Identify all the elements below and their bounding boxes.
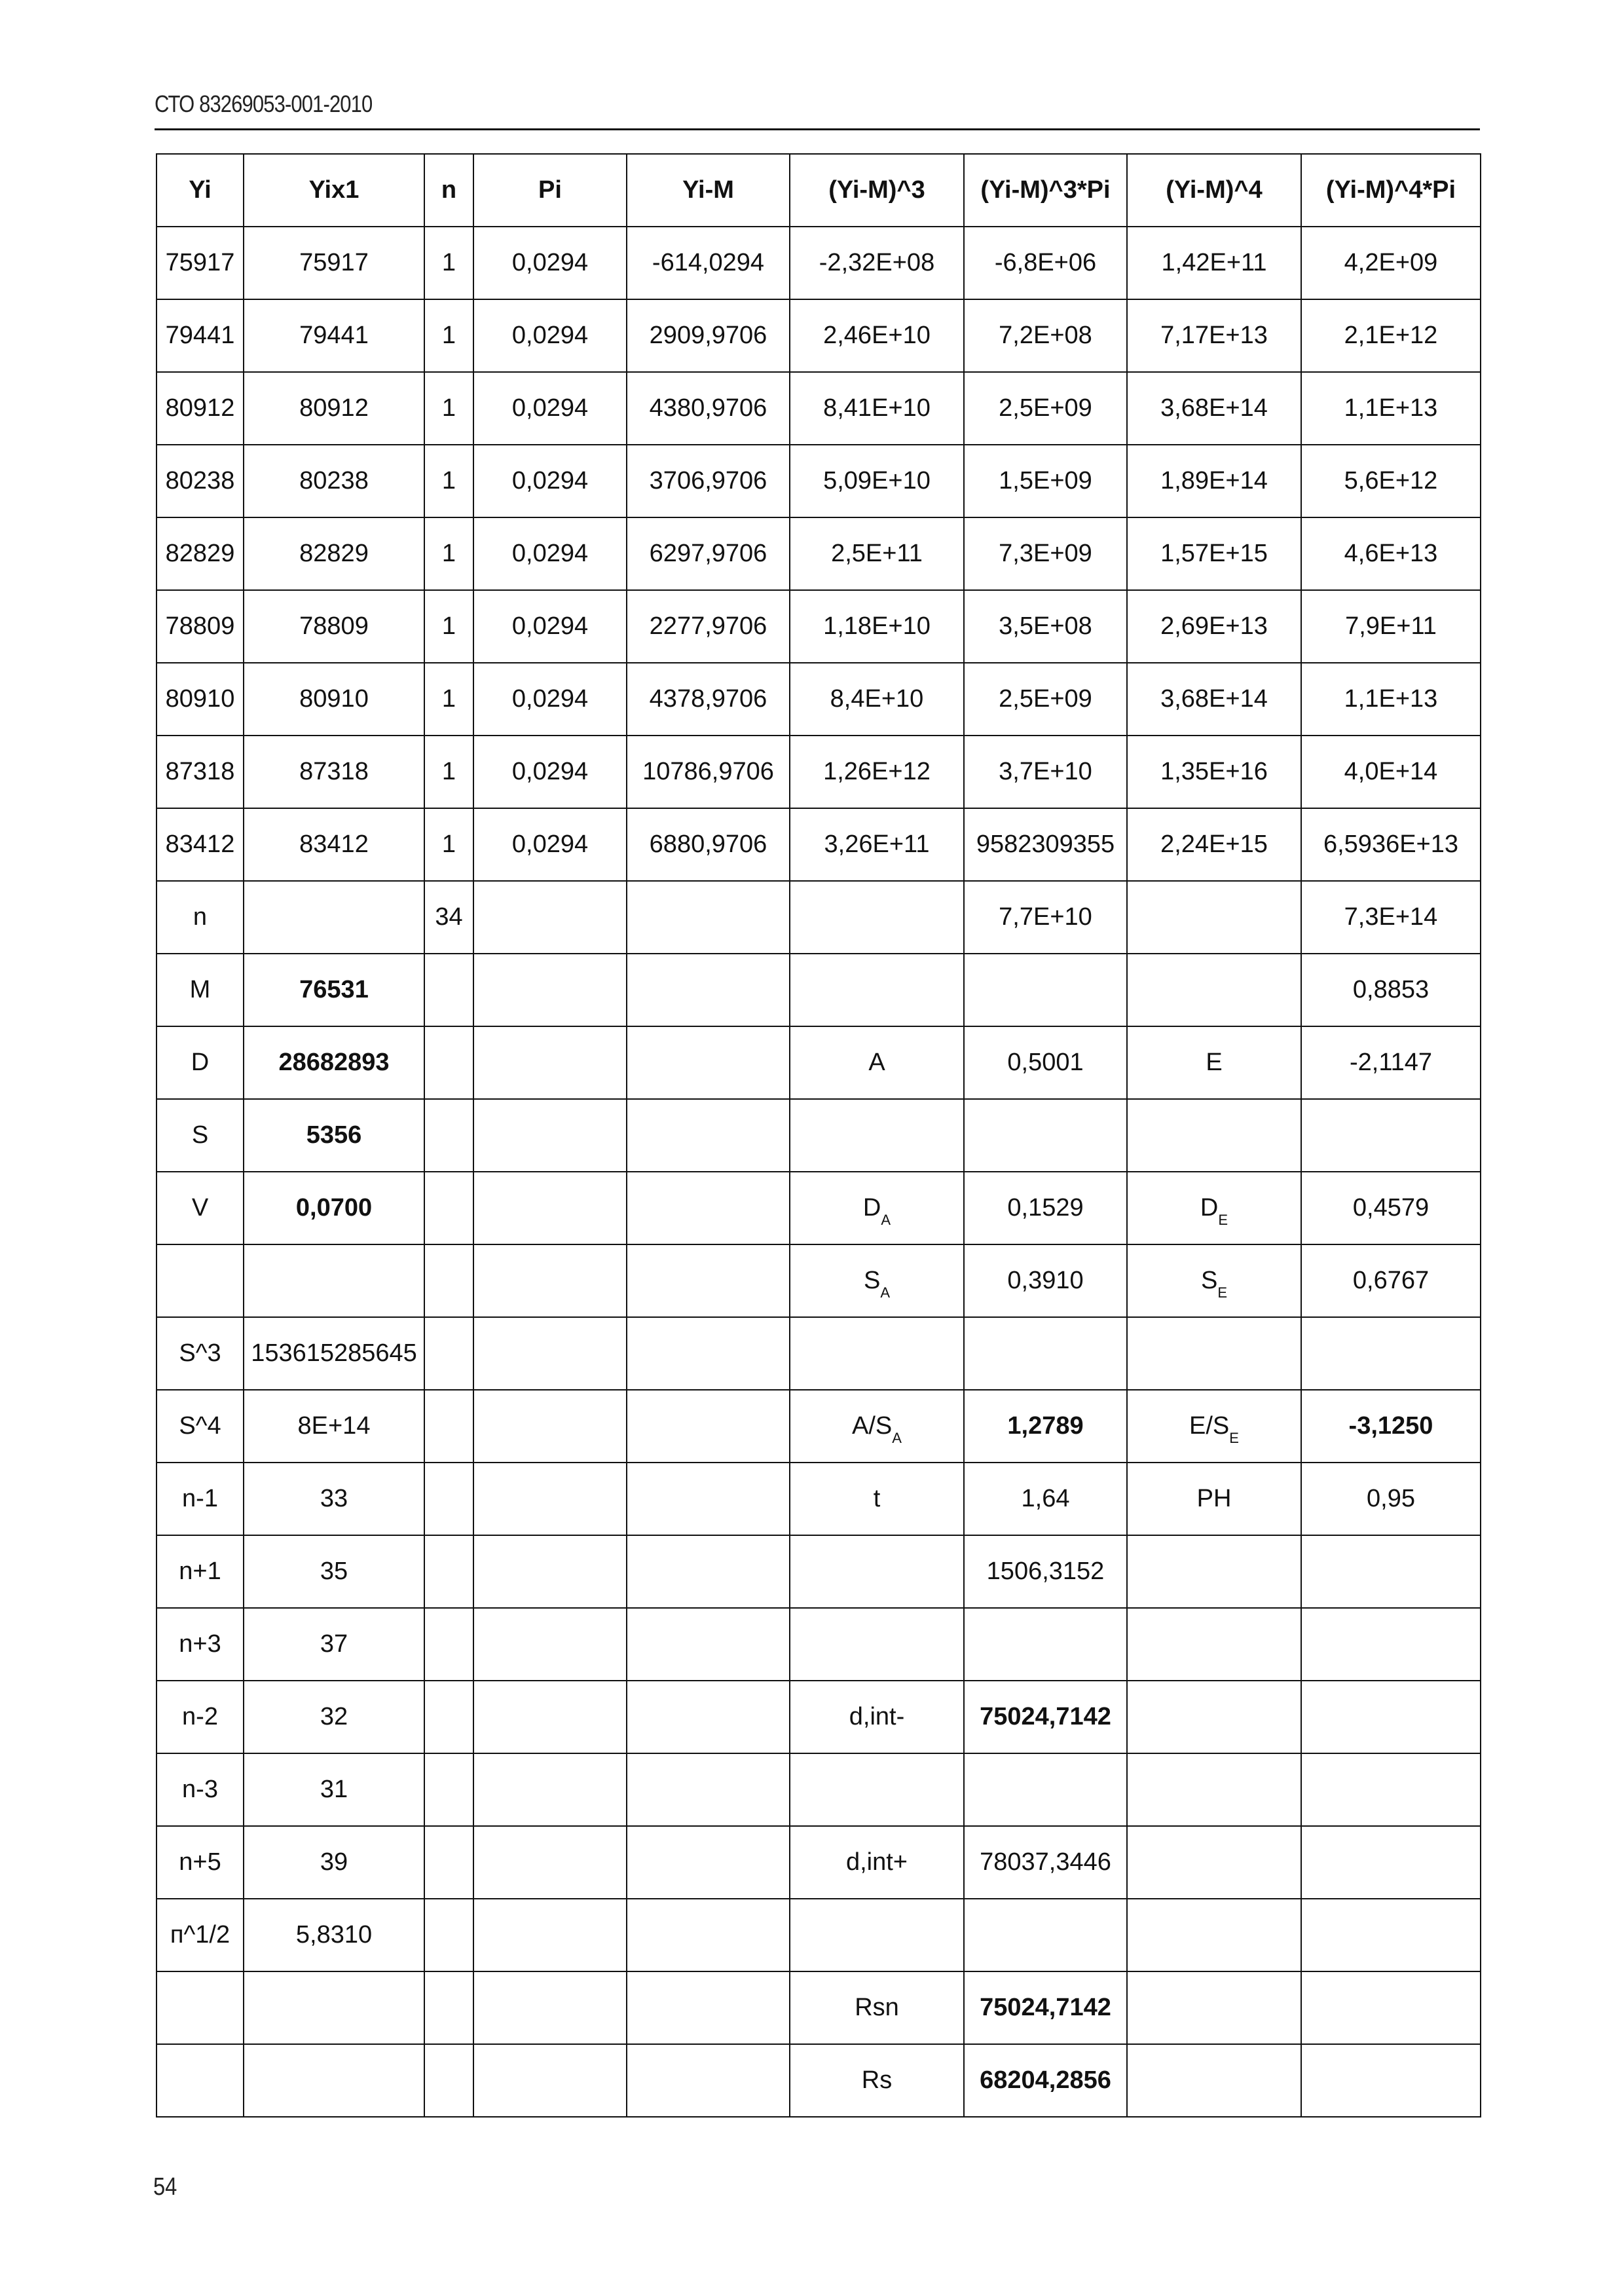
summary-row (157, 1099, 1481, 1172)
table-cell: Rs (790, 2044, 964, 2117)
table-cell (1127, 1317, 1301, 1390)
table-cell (473, 1971, 627, 2044)
table-cell (964, 1899, 1127, 1971)
cell-symbol: D (1200, 1194, 1219, 1222)
table-cell: 75024,7142 (964, 1971, 1127, 2044)
table-cell (473, 1099, 627, 1172)
cell-symbol: S (1200, 1267, 1218, 1294)
document-code: СТО 83269053-001-2010 (155, 90, 373, 117)
table-cell (424, 1026, 473, 1099)
table-cell (627, 954, 790, 1026)
table-cell (1301, 1681, 1481, 1753)
table-cell: -614,0294 (627, 227, 790, 299)
table-cell: п^1/2 (157, 1899, 244, 1971)
table-cell: 7,3E+14 (1301, 881, 1481, 954)
table-cell: 5,6E+12 (1301, 445, 1481, 517)
table-cell (1127, 1535, 1301, 1608)
table-cell: 75024,7142 (964, 1681, 1127, 1753)
table-cell: n+3 (157, 1608, 244, 1681)
table-cell (244, 1244, 424, 1317)
table-cell: 78809 (244, 590, 424, 663)
table-cell: -6,8E+06 (964, 227, 1127, 299)
table-cell: 75917 (244, 227, 424, 299)
cell-symbol: A/S (852, 1412, 893, 1440)
table-cell: 1,64 (964, 1463, 1127, 1535)
table-row (157, 299, 1481, 372)
table-cell: 8,41E+10 (790, 372, 964, 445)
table-cell (473, 2044, 627, 2117)
table-cell (424, 1244, 473, 1317)
table-cell: 2,1E+12 (1301, 299, 1481, 372)
table-cell (1301, 1753, 1481, 1826)
table-cell (790, 1099, 964, 1172)
table-cell: 34 (424, 881, 473, 954)
table-cell: 2909,9706 (627, 299, 790, 372)
table-cell: 2277,9706 (627, 590, 790, 663)
column-header: (Yi-M)^4 (1127, 154, 1301, 227)
table-cell (424, 1826, 473, 1899)
table-cell (473, 1463, 627, 1535)
table-cell (1127, 1826, 1301, 1899)
table-cell: 4,0E+14 (1301, 736, 1481, 808)
table-cell: 4378,9706 (627, 663, 790, 736)
table-cell (964, 1317, 1127, 1390)
table-cell: A (790, 1026, 964, 1099)
table-cell (964, 1099, 1127, 1172)
table-cell: 2,46E+10 (790, 299, 964, 372)
table-cell: V (157, 1172, 244, 1244)
table-cell: 1 (424, 808, 473, 881)
column-header: Yix1 (244, 154, 424, 227)
table-cell (424, 1317, 473, 1390)
table-cell: 1 (424, 445, 473, 517)
table-cell: d,int+ (790, 1826, 964, 1899)
table-cell (790, 954, 964, 1026)
summary-row (157, 1244, 1481, 1317)
summary-row (157, 2044, 1481, 2117)
table-cell (1301, 1826, 1481, 1899)
table-cell: 1 (424, 517, 473, 590)
table-cell (1301, 1971, 1481, 2044)
table-cell: 78037,3446 (964, 1826, 1127, 1899)
table-cell: 0,1529 (964, 1172, 1127, 1244)
summary-row (157, 1899, 1481, 1971)
table-cell (157, 2044, 244, 2117)
table-cell: 80912 (157, 372, 244, 445)
table-row (157, 227, 1481, 299)
table-cell: 1,1E+13 (1301, 372, 1481, 445)
table-cell: 1 (424, 299, 473, 372)
table-cell (473, 1681, 627, 1753)
table-cell (1127, 1681, 1301, 1753)
table-cell (627, 1026, 790, 1099)
table-cell: S^3 (157, 1317, 244, 1390)
table-cell (473, 1390, 627, 1463)
table-cell: 1,18E+10 (790, 590, 964, 663)
cell-subscript: E (1229, 1430, 1239, 1446)
table-cell (790, 1172, 964, 1244)
table-cell: 5,8310 (244, 1899, 424, 1971)
table-cell (424, 1753, 473, 1826)
table-cell: PH (1127, 1463, 1301, 1535)
table-cell (473, 954, 627, 1026)
column-header: Yi (157, 154, 244, 227)
table-cell: 3,7E+10 (964, 736, 1127, 808)
table-cell: 80910 (157, 663, 244, 736)
table-cell: n+1 (157, 1535, 244, 1608)
summary-row (157, 1608, 1481, 1681)
table-cell: 79441 (157, 299, 244, 372)
table-cell: D (157, 1026, 244, 1099)
column-header: n (424, 154, 473, 227)
table-cell: 87318 (244, 736, 424, 808)
column-header: (Yi-M)^3 (790, 154, 964, 227)
column-header: (Yi-M)^3*Pi (964, 154, 1127, 227)
table-cell (790, 1390, 964, 1463)
table-cell (424, 1608, 473, 1681)
summary-row (157, 1172, 1481, 1244)
table-cell: 1,57E+15 (1127, 517, 1301, 590)
table-cell: 33 (244, 1463, 424, 1535)
table-cell (424, 1463, 473, 1535)
table-cell (627, 1535, 790, 1608)
table-cell (627, 1899, 790, 1971)
table-cell: 7,17E+13 (1127, 299, 1301, 372)
table-cell (473, 1753, 627, 1826)
table-cell: 1506,3152 (964, 1535, 1127, 1608)
page-number: 54 (153, 2173, 177, 2201)
column-header: Yi-M (627, 154, 790, 227)
cell-subscript: E (1217, 1284, 1228, 1301)
table-cell: 7,3E+09 (964, 517, 1127, 590)
table-cell: 28682893 (244, 1026, 424, 1099)
summary-row (157, 1535, 1481, 1608)
table-cell (1127, 881, 1301, 954)
table-cell: E (1127, 1026, 1301, 1099)
table-cell (244, 1971, 424, 2044)
table-row (157, 663, 1481, 736)
table-cell: 80912 (244, 372, 424, 445)
table-cell (424, 1899, 473, 1971)
table-cell: 0,5001 (964, 1026, 1127, 1099)
table-cell: 35 (244, 1535, 424, 1608)
table-cell (473, 1535, 627, 1608)
table-cell: 0,0294 (473, 590, 627, 663)
table-cell: 1 (424, 227, 473, 299)
table-cell (627, 1317, 790, 1390)
table-cell (424, 1971, 473, 2044)
table-cell (627, 881, 790, 954)
table-cell: 87318 (157, 736, 244, 808)
table-cell (790, 1244, 964, 1317)
table-cell (244, 881, 424, 954)
cell-subscript: A (881, 1212, 891, 1228)
table-cell (1301, 1899, 1481, 1971)
table-cell (1127, 1099, 1301, 1172)
table-cell: 0,0294 (473, 663, 627, 736)
summary-row (157, 1681, 1481, 1753)
table-cell: 2,24E+15 (1127, 808, 1301, 881)
table-cell: 80910 (244, 663, 424, 736)
table-cell (964, 1608, 1127, 1681)
table-cell: 82829 (244, 517, 424, 590)
table-cell: 0,0294 (473, 517, 627, 590)
table-cell: 0,95 (1301, 1463, 1481, 1535)
table-cell: 1,42E+11 (1127, 227, 1301, 299)
table-cell (1301, 1535, 1481, 1608)
table-cell: t (790, 1463, 964, 1535)
column-header: Pi (473, 154, 627, 227)
summary-row (157, 1390, 1481, 1463)
table-cell (790, 1753, 964, 1826)
table-cell (627, 1608, 790, 1681)
table-cell: 6297,9706 (627, 517, 790, 590)
column-header: (Yi-M)^4*Pi (1301, 154, 1481, 227)
table-cell (424, 1535, 473, 1608)
table-cell (1127, 1172, 1301, 1244)
table-cell: S (157, 1099, 244, 1172)
summary-row (157, 1971, 1481, 2044)
table-cell: 1,5E+09 (964, 445, 1127, 517)
summary-row (157, 881, 1481, 954)
table-cell (1127, 954, 1301, 1026)
table-cell (1127, 1390, 1301, 1463)
table-cell: 5356 (244, 1099, 424, 1172)
table-cell (627, 1390, 790, 1463)
table-cell: -3,1250 (1301, 1390, 1481, 1463)
table-cell (1301, 1317, 1481, 1390)
table-cell: 1 (424, 372, 473, 445)
table-cell (473, 1172, 627, 1244)
table-cell (964, 1753, 1127, 1826)
table-cell: 7,7E+10 (964, 881, 1127, 954)
table-cell: 3706,9706 (627, 445, 790, 517)
table-cell: 0,0294 (473, 372, 627, 445)
statistics-table (156, 153, 1481, 2118)
table-cell: n+5 (157, 1826, 244, 1899)
table-cell: 2,5E+11 (790, 517, 964, 590)
table-cell: 0,0700 (244, 1172, 424, 1244)
table-cell: 0,8853 (1301, 954, 1481, 1026)
table-cell (1127, 1753, 1301, 1826)
summary-row (157, 1753, 1481, 1826)
table-cell (473, 1608, 627, 1681)
table-cell (424, 2044, 473, 2117)
table-cell: 6880,9706 (627, 808, 790, 881)
table-cell: 0,3910 (964, 1244, 1127, 1317)
table-cell: 0,4579 (1301, 1172, 1481, 1244)
table-cell: 68204,2856 (964, 2044, 1127, 2117)
table-cell: 2,5E+09 (964, 372, 1127, 445)
table-cell: 4,6E+13 (1301, 517, 1481, 590)
table-cell (424, 1172, 473, 1244)
table-cell: 80238 (157, 445, 244, 517)
table-cell: 8,4E+10 (790, 663, 964, 736)
table-cell: 31 (244, 1753, 424, 1826)
table-cell: 83412 (244, 808, 424, 881)
table-cell: 1 (424, 663, 473, 736)
table-row (157, 590, 1481, 663)
table-cell (1127, 1971, 1301, 2044)
table-row (157, 808, 1481, 881)
table-cell (473, 1317, 627, 1390)
table-cell (473, 1244, 627, 1317)
summary-row (157, 1026, 1481, 1099)
table-cell: 1,2789 (964, 1390, 1127, 1463)
table-cell: 75917 (157, 227, 244, 299)
table-cell (627, 1753, 790, 1826)
table-cell: M (157, 954, 244, 1026)
table-cell: S^4 (157, 1390, 244, 1463)
table-cell (1301, 1608, 1481, 1681)
table-cell (627, 1244, 790, 1317)
table-cell: 3,26E+11 (790, 808, 964, 881)
table-cell (1301, 2044, 1481, 2117)
table-cell (1127, 2044, 1301, 2117)
table-header-row (157, 154, 1481, 227)
table-cell: 0,0294 (473, 227, 627, 299)
table-cell (790, 1608, 964, 1681)
table-cell: 80238 (244, 445, 424, 517)
table-cell: 10786,9706 (627, 736, 790, 808)
summary-row (157, 1463, 1481, 1535)
table-cell: 5,09E+10 (790, 445, 964, 517)
table-cell (1127, 1899, 1301, 1971)
table-cell (627, 1099, 790, 1172)
table-cell (473, 881, 627, 954)
table-row (157, 517, 1481, 590)
table-cell: 0,6767 (1301, 1244, 1481, 1317)
table-cell: Rsn (790, 1971, 964, 2044)
summary-row (157, 954, 1481, 1026)
table-cell: 9582309355 (964, 808, 1127, 881)
table-cell: 1,89E+14 (1127, 445, 1301, 517)
table-cell (790, 1535, 964, 1608)
table-cell: 0,0294 (473, 736, 627, 808)
table-cell: 0,0294 (473, 808, 627, 881)
table-cell: 76531 (244, 954, 424, 1026)
table-cell (473, 1899, 627, 1971)
table-cell (424, 1390, 473, 1463)
table-cell (157, 1244, 244, 1317)
table-cell: 1 (424, 736, 473, 808)
table-cell: 7,2E+08 (964, 299, 1127, 372)
table-cell: 82829 (157, 517, 244, 590)
table-cell: 7,9E+11 (1301, 590, 1481, 663)
table-cell: 78809 (157, 590, 244, 663)
table-cell (627, 1681, 790, 1753)
table-row (157, 445, 1481, 517)
table-cell: 3,68E+14 (1127, 663, 1301, 736)
header-rule (155, 128, 1480, 130)
table-cell (790, 1899, 964, 1971)
table-cell: 83412 (157, 808, 244, 881)
table-cell: 3,5E+08 (964, 590, 1127, 663)
table-cell: 0,0294 (473, 445, 627, 517)
table-cell: -2,32E+08 (790, 227, 964, 299)
table-cell: 8E+14 (244, 1390, 424, 1463)
table-row (157, 372, 1481, 445)
table-cell: 6,5936E+13 (1301, 808, 1481, 881)
table-cell: 2,69E+13 (1127, 590, 1301, 663)
table-cell (627, 1463, 790, 1535)
table-cell: n-1 (157, 1463, 244, 1535)
table-cell (964, 954, 1127, 1026)
table-cell: 37 (244, 1608, 424, 1681)
table-cell: 79441 (244, 299, 424, 372)
cell-symbol: E/S (1189, 1412, 1230, 1440)
table-cell: 1,26E+12 (790, 736, 964, 808)
cell-subscript: A (892, 1430, 902, 1446)
table-cell: 1 (424, 590, 473, 663)
cell-symbol: D (862, 1194, 881, 1222)
table-cell (1127, 1244, 1301, 1317)
table-cell (244, 2044, 424, 2117)
table-cell (1127, 1608, 1301, 1681)
summary-row (157, 1317, 1481, 1390)
table-cell (627, 1826, 790, 1899)
table-cell (424, 1099, 473, 1172)
table-cell: 4380,9706 (627, 372, 790, 445)
table-cell: d,int- (790, 1681, 964, 1753)
table-cell: 2,5E+09 (964, 663, 1127, 736)
table-cell: 1,1E+13 (1301, 663, 1481, 736)
cell-subscript: E (1218, 1212, 1228, 1228)
table-cell: -2,1147 (1301, 1026, 1481, 1099)
table-cell (790, 1317, 964, 1390)
table-cell: 32 (244, 1681, 424, 1753)
table-cell: 4,2E+09 (1301, 227, 1481, 299)
table-cell: n (157, 881, 244, 954)
table-cell: 1,35E+16 (1127, 736, 1301, 808)
table-cell: 0,0294 (473, 299, 627, 372)
table-cell (473, 1826, 627, 1899)
cell-subscript: A (880, 1284, 891, 1301)
table-cell (473, 1026, 627, 1099)
table-cell: 3,68E+14 (1127, 372, 1301, 445)
table-cell (424, 1681, 473, 1753)
table-row (157, 736, 1481, 808)
table-cell: n-2 (157, 1681, 244, 1753)
table-cell (790, 881, 964, 954)
table-cell: n-3 (157, 1753, 244, 1826)
summary-row (157, 1826, 1481, 1899)
table-cell: 153615285645 (244, 1317, 424, 1390)
table-cell (157, 1971, 244, 2044)
table-cell: 39 (244, 1826, 424, 1899)
table-cell (627, 2044, 790, 2117)
cell-symbol: S (863, 1267, 881, 1294)
table-cell (1301, 1099, 1481, 1172)
table-cell (627, 1971, 790, 2044)
table-cell (424, 954, 473, 1026)
table-cell (627, 1172, 790, 1244)
